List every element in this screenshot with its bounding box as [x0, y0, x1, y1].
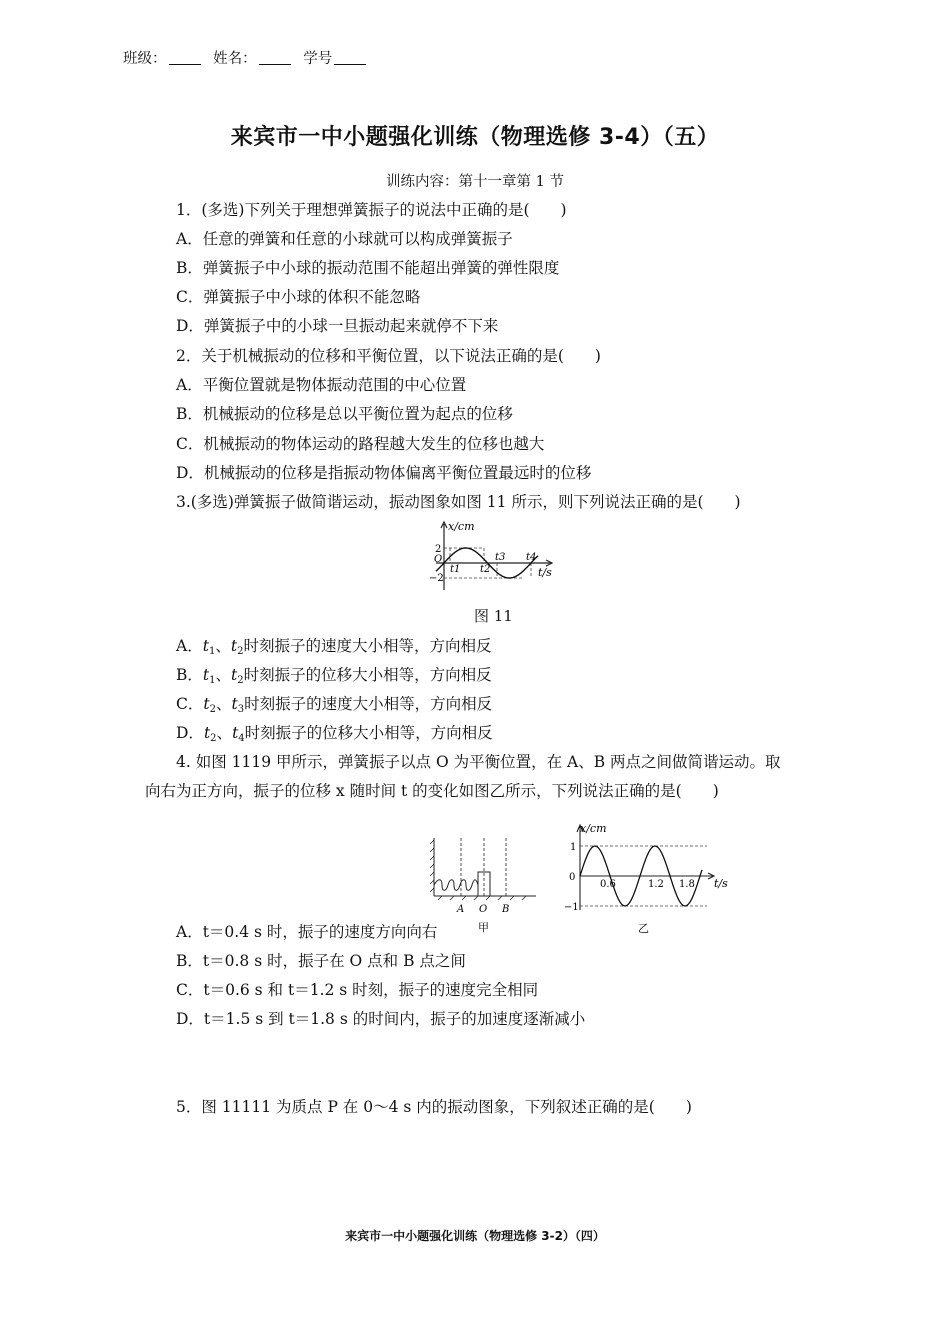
q2-option-b: B．机械振动的位移是总以平衡位置为起点的位移: [176, 405, 513, 423]
origin-label: O: [434, 554, 443, 565]
y-neg-label: −1: [564, 902, 579, 913]
q4-option-b: B．t＝0.8 s 时，振子在 O 点和 B 点之间: [176, 952, 466, 970]
class-label: 班级：: [123, 51, 167, 67]
q2-option-a: A．平衡位置就是物体振动范围的中心位置: [176, 376, 467, 394]
x-axis-label: t/s: [714, 877, 728, 890]
fig-a-caption: 甲: [478, 921, 489, 934]
class-blank[interactable]: [169, 64, 201, 65]
page-title: 来宾市一中小题强化训练（物理选修 3-4）（五）: [230, 125, 720, 150]
point-b-label: B: [502, 904, 510, 915]
q2-option-d: D．机械振动的位移是指振动物体偏离平衡位置最远时的位移: [176, 464, 592, 482]
fig-b-caption: 乙: [638, 922, 649, 935]
q4-option-d: D．t＝1.5 s 到 t＝1.8 s 的时间内，振子的加速度逐渐减小: [176, 1010, 586, 1028]
q1-option-b: B．弹簧振子中小球的振动范围不能超出弹簧的弹性限度: [176, 259, 560, 277]
spring-coil: [434, 880, 478, 891]
id-label: 学号: [303, 51, 333, 67]
y-axis-label: x/cm: [448, 520, 475, 533]
q4-xt-graph: [562, 820, 738, 938]
y-neg-label: −2: [429, 573, 444, 584]
point-o-label: O: [479, 904, 488, 915]
q3-option-c: C．$t_2$、$t_3$时刻振子的速度大小相等，方向相反: [176, 695, 493, 715]
tick-label: 1.8: [679, 879, 695, 890]
y-pos-label: 1: [570, 842, 577, 853]
t4-label: t4: [526, 552, 537, 563]
q4-spring-figure: [428, 834, 540, 934]
t2-label: t2: [480, 564, 491, 575]
q4-option-c: C．t＝0.6 s 和 t＝1.2 s 时刻，振子的速度完全相同: [176, 981, 539, 999]
student-info-header: [123, 49, 374, 69]
t1-label: t1: [450, 564, 461, 575]
name-blank[interactable]: [259, 64, 291, 65]
q4-stem-line1: 4. 如图 1119 甲所示，弹簧振子以点 O 为平衡位置，在 A、B 两点之间做简谐运动。取: [176, 753, 781, 771]
q4-option-a: A．t＝0.4 s 时，振子的速度方向向右: [176, 923, 438, 941]
page-subtitle: 训练内容：第十一章第 1 节: [386, 174, 564, 190]
q3-vibration-graph: [422, 518, 562, 594]
q1-option-c: C．弹簧振子中小球的体积不能忽略: [176, 288, 421, 306]
origin-label: 0: [569, 872, 576, 883]
q3-option-b: B．$t_1$、$t_2$时刻振子的位移大小相等，方向相反: [176, 666, 492, 686]
q2-stem: 2．关于机械振动的位移和平衡位置，以下说法正确的是( ): [176, 347, 601, 365]
q3-option-d: D．$t_2$、$t_4$时刻振子的位移大小相等，方向相反: [176, 724, 493, 744]
y-pos-label: 2: [435, 544, 442, 555]
id-blank[interactable]: [334, 64, 366, 65]
point-a-label: A: [457, 904, 465, 915]
x-axis-label: t/s: [538, 566, 552, 579]
q5-stem: 5．图 11111 为质点 P 在 0～4 s 内的振动图象，下列叙述正确的是( ): [176, 1098, 692, 1116]
q1-stem: 1．(多选)下列关于理想弹簧振子的说法中正确的是( ): [176, 201, 567, 219]
q3-figure-caption: 图 11: [474, 607, 513, 625]
q1-option-a: A．任意的弹簧和任意的小球就可以构成弹簧振子: [176, 230, 513, 248]
y-axis-label: x/cm: [580, 822, 607, 835]
name-label: 姓名：: [213, 51, 257, 67]
tick-label: 1.2: [648, 879, 664, 890]
q4-stem-line2: 向右为正方向，振子的位移 x 随时间 t 的变化如图乙所示，下列说法正确的是( ): [145, 782, 719, 800]
t3-label: t3: [495, 552, 506, 563]
q3-stem: 3.(多选)弹簧振子做简谐运动，振动图象如图 11 所示，则下列说法正确的是( ): [176, 493, 741, 511]
q2-option-c: C．机械振动的物体运动的路程越大发生的位移也越大: [176, 435, 545, 453]
tick-label: 0.6: [600, 879, 616, 890]
q3-option-a: A．$t_1$、$t_2$时刻振子的速度大小相等，方向相反: [176, 637, 492, 657]
q1-option-d: D．弹簧振子中的小球一旦振动起来就停不下来: [176, 317, 499, 335]
page-footer: 来宾市一中小题强化训练（物理选修 3-2）（四）: [345, 1229, 605, 1243]
